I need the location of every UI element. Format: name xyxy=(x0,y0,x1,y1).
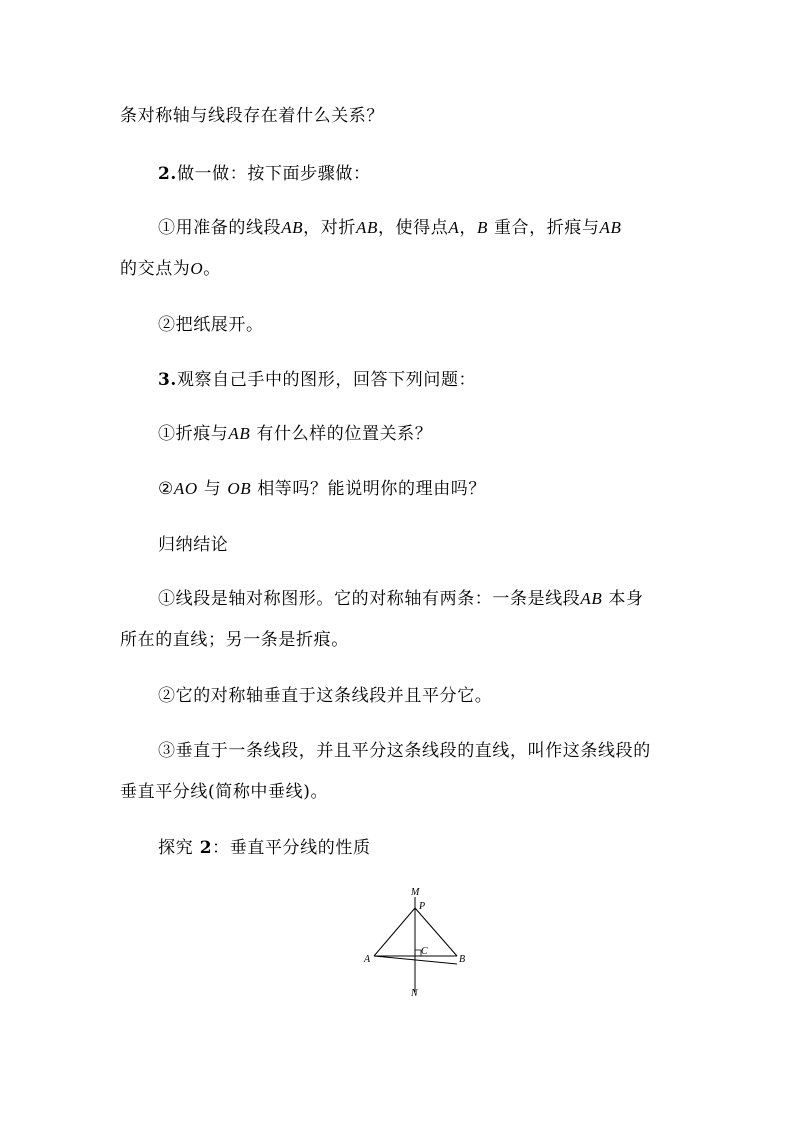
text: 与 xyxy=(197,479,228,499)
text: 相等吗？能说明你的理由吗？ xyxy=(251,479,487,499)
step-number: 2. xyxy=(158,164,177,184)
text: ①用准备的线段 xyxy=(158,218,282,238)
label-p: P xyxy=(419,901,426,912)
math-var: AB xyxy=(580,589,603,608)
math-var: A xyxy=(448,218,460,237)
math-var: AB xyxy=(355,218,378,237)
text: ①线段是轴对称图形。它的对称轴有两条：一条是线段 xyxy=(158,589,581,609)
text: 探究 xyxy=(158,838,194,858)
text: 垂直平分线(简称中垂线)。 xyxy=(120,782,329,802)
text-line-15 xyxy=(158,838,371,858)
text: 。 xyxy=(203,259,221,279)
text: 观察自己手中的图形，回答下列问题： xyxy=(176,370,477,390)
text: ，对折 xyxy=(303,218,356,238)
text-line-11 xyxy=(120,630,349,650)
math-var: O xyxy=(190,259,204,278)
heading-text: 归纳结论 xyxy=(158,535,229,555)
text: 所在的直线；另一条是折痕。 xyxy=(120,630,349,650)
text: ， xyxy=(459,218,477,238)
math-var: AB xyxy=(228,424,251,443)
text: 的交点为 xyxy=(120,259,191,279)
text-line-13 xyxy=(158,741,651,761)
text: ①折痕与 xyxy=(158,424,229,444)
text: 有什么样的位置关系？ xyxy=(250,424,433,444)
math-var: AB xyxy=(599,218,622,237)
text: ②它的对称轴垂直于这条线段并且平分它。 xyxy=(158,686,493,706)
label-a: A xyxy=(364,954,371,965)
text: 条对称轴与线段存在着什么关系？ xyxy=(120,106,384,126)
text: ②把纸展开。 xyxy=(158,315,264,335)
text: ：垂直平分线的性质 xyxy=(212,838,371,858)
math-var: OB xyxy=(227,479,252,498)
text-line-7 xyxy=(158,424,432,444)
perpendicular-bisector-figure xyxy=(355,880,485,1000)
text: 重合，折痕与 xyxy=(487,218,600,238)
label-m: M xyxy=(411,887,420,898)
text-line-14 xyxy=(120,782,328,802)
text: 本身 xyxy=(602,589,644,609)
text-line-10 xyxy=(158,589,644,609)
segment-pa xyxy=(374,908,415,956)
text-line-3 xyxy=(158,218,622,238)
text: ② xyxy=(158,479,174,499)
section-heading xyxy=(158,535,228,555)
text: ，使得点 xyxy=(377,218,449,238)
step-number: 3. xyxy=(158,370,177,390)
math-var: AO xyxy=(173,479,198,498)
text-line-1 xyxy=(120,106,384,126)
text: 做一做：按下面步骤做： xyxy=(176,164,371,184)
text-line-12 xyxy=(158,686,492,706)
label-b: B xyxy=(459,954,466,965)
text-line-4 xyxy=(120,259,221,279)
text-line-8 xyxy=(158,479,486,499)
label-c: C xyxy=(421,946,428,957)
math-var: B xyxy=(476,218,488,237)
section-number: 2 xyxy=(193,838,213,858)
text-line-6 xyxy=(158,370,476,390)
text-line-5 xyxy=(158,315,264,335)
label-n: N xyxy=(411,988,418,999)
text: ③垂直于一条线段，并且平分这条线段的直线，叫作这条线段的 xyxy=(158,741,651,761)
text-line-2 xyxy=(158,164,371,184)
math-var: AB xyxy=(281,218,304,237)
